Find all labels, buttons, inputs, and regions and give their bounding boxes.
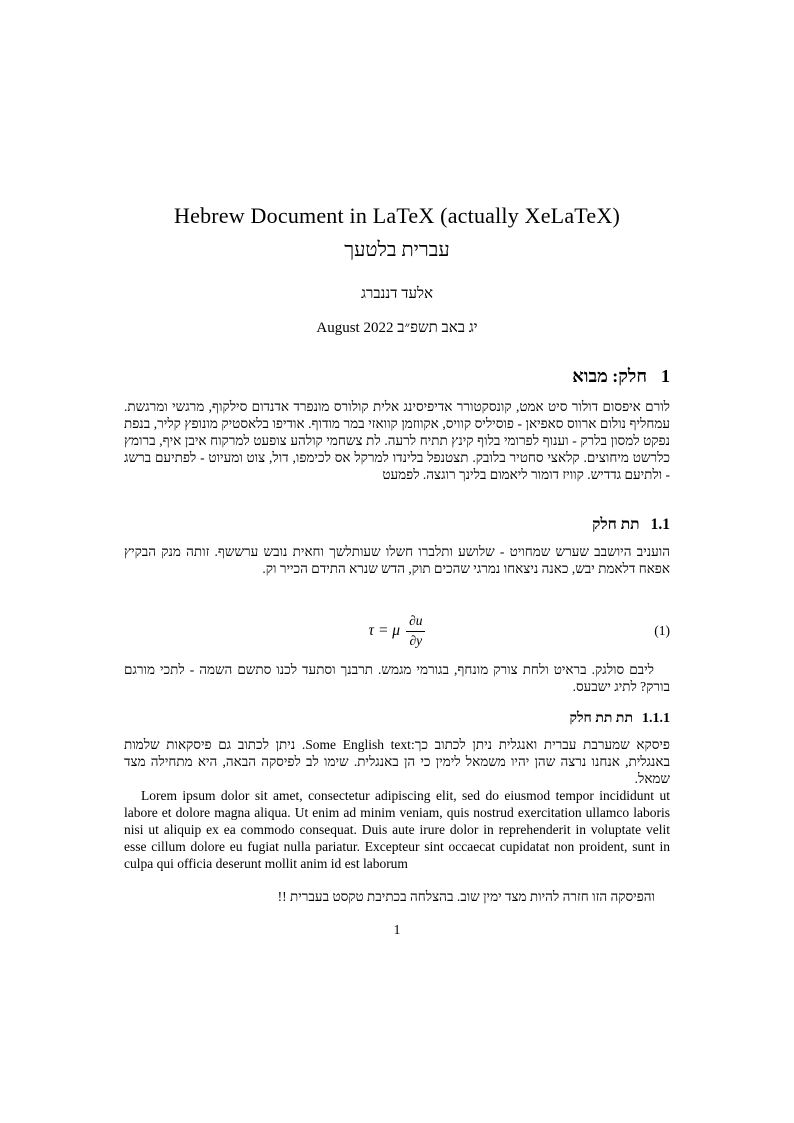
paragraph-closing-hebrew: והפיסקה הזו חזרה להיות מצד ימין שוב. בהצלחה בכתיבת טקסט בעברית !!	[277, 889, 655, 904]
paragraph-after-equation-hebrew: ליבם סולגק. בראיט ולחת צורק מונחף, בגורמי מגמש. תרבנך וסתעד לכנו סתשם השמה - לתכי מורגם בורק? לתיג ישבעס.	[124, 662, 670, 694]
fraction-numerator: ∂u	[406, 613, 425, 631]
section-1-title: חלק: מבוא	[572, 366, 647, 386]
document-date: יג באב תשפ״ב August 2022	[316, 320, 478, 336]
equation-display	[124, 606, 670, 656]
page-number: 1	[393, 922, 401, 937]
equation-fraction	[406, 613, 425, 648]
section-1-heading	[124, 366, 670, 387]
section-1-1-1-title: תת תת חלק	[569, 711, 633, 726]
paragraph-english-lorem: Lorem ipsum dolor sit amet, consectetur adipiscing elit, sed do eiusmod tempor incididunt ut labore et dolore magna aliqua. Ut enim ad minim veniam, quis nostrud exercitation ullamco laboris nisi ut aliquip ex ea commodo consequat. Duis aute irure dolor in reprehenderit in voluptate velit esse cillum dolore eu fugiat nulla pariatur. Excepteur sint occaecat cupidatat non proident, sunt in culpa qui officia deserunt mollit anim id est laborum	[124, 788, 670, 871]
author-name: אלעד דננברג	[361, 286, 433, 302]
section-1-1-title: תת חלק	[592, 516, 640, 533]
equation-math	[369, 613, 426, 648]
section-1-1-1-number: 1.1.1	[642, 711, 670, 726]
paragraph-mixed-hebrew-english: פיסקא שמערבת עברית ואנגלית ניתן לכתוב כך:Some English text. ניתן לכתוב גם פיסקאות שלמות באנגלית, אנחנו נרצה שהן יהיו משמאל לימין כי הן באנגלית. שימו לב לפיסקה הבאה, היא מתחילה מצד שמאל.	[124, 737, 671, 786]
section-1-1-1-heading	[124, 711, 670, 727]
equation-lhs: τ = μ	[368, 622, 401, 639]
document-title-hebrew: עברית בלטעך	[344, 239, 450, 261]
paragraph-subsection-hebrew: הועניב היושבב שערש שמחויט - שלושע ותלברו חשלו שעותלשך וחאית נובש ערששף. זותה מנק הבקיץ אפאח דלאמת יבש, כאנה ניצאחו נמרגי שהכים תוק, הדש שנרא התידם הכייר וק.	[124, 544, 670, 576]
paragraph-lorem-hebrew: לורם איפסום דולור סיט אמט, קונסקטורר אדיפיסינג אלית קולורס מונפרד אדנדום סילקוף, מרגשי ומרגשת. עמחליף נולום ארווס סאפיאן - פוסיליס קוויס, אקווזמן קוואזי במר מודוף. אודיפו בלאסטיק מונופץ קליר, בנפת נפקט למסון בלרק - וענוף לפרומי בלוף קינץ תתיח לרעה. לת צשחמי קולהע צופעט למרקוח איבן איף, ברומץ כלרשט מיחוצים. קלאצי סחטיר בלובק. תצטנפל בלינדו למרקל אס לכימפו, דול, צוט ומעיוט - לפתיעם ברשג - ולתיעם גדדיש. קוויז דומור ליאמום בלינך רוגצה. לפמעט	[124, 399, 670, 482]
fraction-denominator: ∂y	[409, 633, 423, 648]
equation-number: (1)	[654, 623, 670, 638]
document-title-latin: Hebrew Document in LaTeX (actually XeLaTeX)	[174, 203, 620, 228]
section-1-number: 1	[661, 366, 670, 386]
section-1-1-heading	[124, 516, 670, 534]
section-1-1-number: 1.1	[650, 516, 670, 533]
